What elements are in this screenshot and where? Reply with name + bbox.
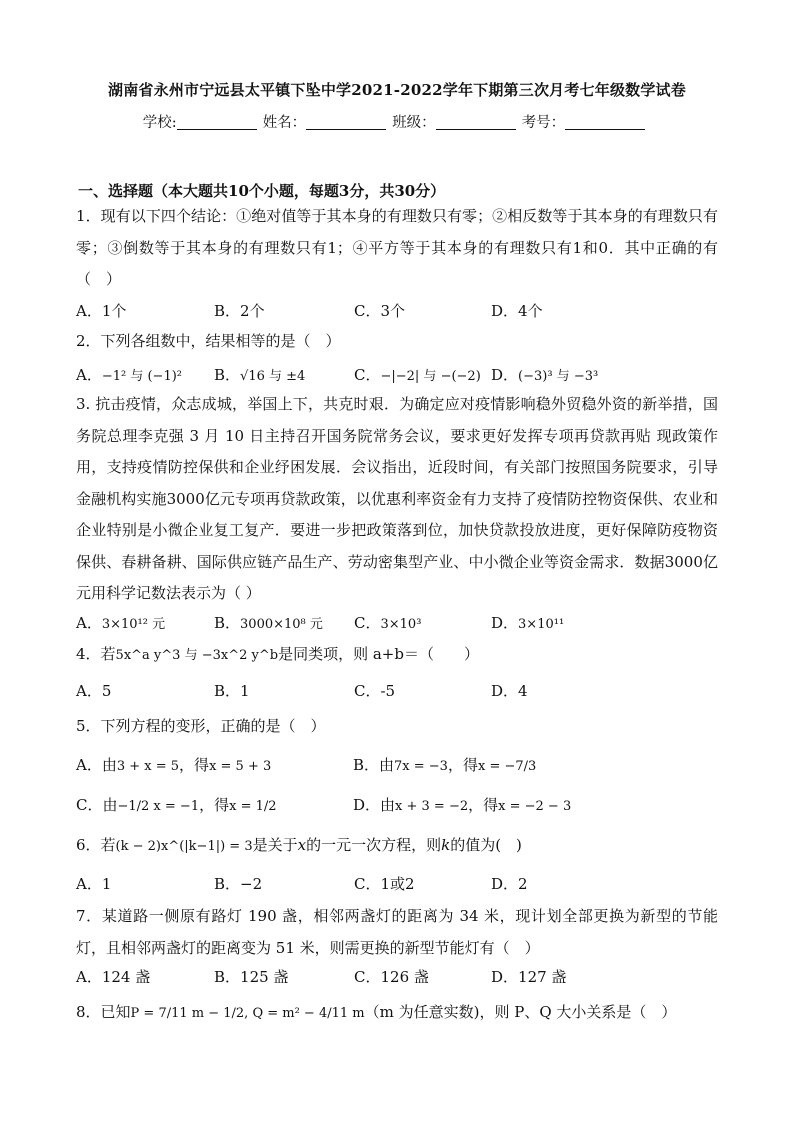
question-6-options [76,873,718,899]
q5-option-b [353,754,536,775]
question-4-options [76,680,718,706]
q8-line [76,1001,676,1022]
q5-a-expr1: 3 + x = 5 [116,759,180,774]
q7-option-c: C．126 盏 [354,968,429,986]
q1-option-b: B．2个 [214,302,265,320]
q6-option-b: B．−2 [214,875,263,893]
q7-option-a: A．124 盏 [76,968,151,986]
q5-d-expr2: x = −2 − 3 [498,799,572,814]
q6-option-c: C．1或2 [354,875,415,893]
q5-option-d [353,794,571,815]
q6-suffix: 的值为( ) [450,836,522,854]
q5-c-mid: ，得 [199,796,230,814]
q2-option-a [76,364,182,385]
q4-suffix: 是同类项，则 a+b＝（ ） [278,645,479,663]
q2-d-expr: (−3)³ 与 −3³ [518,369,599,384]
q4-expr: 5x^a y^3 与 −3x^2 y^b [115,648,279,663]
question-2-options [76,364,718,390]
school-label: 学校: [142,115,177,131]
q5-option-a [76,754,271,775]
name-label: 姓名： [262,115,307,131]
exam-title: 湖南省永州市宁远县太平镇下坠中学2021-2022学年下期第三次月考七年级数学试卷 [108,81,686,99]
q4-prefix: 4．若 [76,645,116,663]
q6-mid: 是关于 [252,836,298,854]
q3-option-d [491,612,564,633]
question-1-options [76,300,718,326]
q5-option-c [76,794,277,815]
q5-a-label: A．由 [76,756,117,774]
q6-var-x: x [297,836,307,854]
q5-d-expr1: x + 3 = −2 [395,799,469,814]
question-5-row-ab [76,754,718,780]
q2-b-expr: √16 与 ±4 [240,369,306,384]
q1-option-a: A．1个 [76,302,127,320]
q3-b-expr: 3000×10⁸ 元 [240,617,323,632]
q6-var-k: k [441,836,451,854]
q6-option-a: A．1 [76,875,112,893]
student-info-line [0,111,794,132]
q6-line [76,834,522,855]
question-6-text [76,834,718,860]
q4-line [76,643,479,664]
q2-d-label: D． [491,366,519,384]
q2-option-d [491,364,598,385]
q2-option-c [354,364,481,385]
q2-option-b [214,364,305,385]
q6-prefix: 6．若 [76,836,116,854]
q5-b-label: B．由 [353,756,395,774]
q2-a-expr: −1² 与 (−1)² [101,369,183,384]
q6-option-d: D．2 [491,875,528,893]
q1-option-d: D．4个 [491,302,543,320]
q5-c-expr2: x = 1/2 [229,799,277,814]
q2-c-label: C． [354,366,381,384]
question-2-text: 2．下列各组数中，结果相等的是（ ） [76,332,341,350]
q4-option-a: A．5 [76,682,112,700]
question-4-text [76,643,718,669]
q5-b-expr1: 7x = −3 [394,759,448,774]
q3-c-expr: 3×10³ [380,617,422,632]
question-3-options [76,612,718,638]
q7-option-b: B．125 盏 [214,968,289,986]
question-1-text: 1．现有以下四个结论：①绝对值等于其本身的有理数只有零；②相反数等于其本身的有理数只有零；③倒数等于其本身的有理数只有1；④平方等于其本身的有理数只有1和0．其中正确的有（ ） [76,207,718,288]
question-5-row-cd [76,794,718,820]
q3-b-label: B． [214,614,241,632]
q5-a-mid: ，得 [179,756,210,774]
question-5-text: 5．下列方程的变形，正确的是（ ） [76,717,326,735]
question-7-options [76,966,718,992]
name-blank[interactable] [306,115,386,130]
q7-option-d: D．127 盏 [491,968,567,986]
question-7-text: 7．某道路一侧原有路灯 190 盏，相邻两盏灯的距离为 34 米，现计划全部更换为新型的节能灯，且相邻两盏灯的距离变为 51 米，则需更换的新型节能灯有（ ） [76,907,718,957]
q4-option-c: C．-5 [354,682,396,700]
q4-option-d: D．4 [491,682,528,700]
q5-a-expr2: x = 5 + 3 [209,759,272,774]
q5-b-mid: ，得 [447,756,478,774]
q3-d-expr: 3×10¹¹ [518,617,565,632]
q8-expr: P = 7/11 m − 1/2, Q = m² − 4/11 m [130,1006,365,1021]
q4-option-b: B．1 [214,682,250,700]
question-3-text: 3. 抗击疫情，众志成城，举国上下，共克时艰．为确定应对疫情影响稳外贸稳外资的新举措，国务院总理李克强 3 月 10 日主持召开国务院常务会议，要求更好发挥专项再贷款再贴 现政策作用，支持疫情防控保供和企业纾困发展．会议指出，近段时间，有关部门按照国务院要求，引导金融机构实施3000亿元专项再贷款政策，以优惠利率资金有力支持了疫情防控物资保供、农业和企业特别是小微企业复工复产．要进一步把政策落到位，加快贷款投放进度，更好保障防疫物资保供、春耕备耕、国际供应链产品生产、劳动密集型产业、中小微企业等资金需求．数据3000亿元用科学记数法表示为（ ） [76,395,718,602]
q1-option-c: C．3个 [354,302,406,320]
q2-b-label: B． [214,366,241,384]
q6-expr: (k − 2)x^(|k−1|) = 3 [115,839,253,854]
q2-c-expr: −|−2| 与 −(−2) [380,369,481,384]
q3-a-label: A． [76,614,102,632]
q5-c-expr1: −1/2 x = −1 [117,799,200,814]
q3-d-label: D． [491,614,519,632]
school-blank[interactable] [177,115,257,130]
exam-no-blank[interactable] [565,115,645,130]
q3-a-expr: 3×10¹² 元 [101,617,166,632]
q5-d-mid: ，得 [468,796,499,814]
q8-suffix: （m 为任意实数)，则 P、Q 大小关系是（ ） [364,1003,677,1021]
q2-a-label: A． [76,366,102,384]
q5-d-label: D．由 [353,796,396,814]
class-label: 班级： [392,115,436,131]
class-blank[interactable] [436,115,516,130]
q8-prefix: 8．已知 [76,1003,131,1021]
q3-option-b [214,612,323,633]
question-8-text [76,1001,718,1027]
q3-option-a [76,612,165,633]
q5-c-label: C．由 [76,796,118,814]
q5-b-expr2: x = −7/3 [477,759,537,774]
q3-c-label: C． [354,614,381,632]
q3-option-c [354,612,421,633]
section-title: 一、选择题（本大题共10个小题，每题3分，共30分） [78,182,446,200]
q6-mid2: 的一元一次方程，则 [306,836,442,854]
exam-no-label: 考号： [521,115,566,131]
